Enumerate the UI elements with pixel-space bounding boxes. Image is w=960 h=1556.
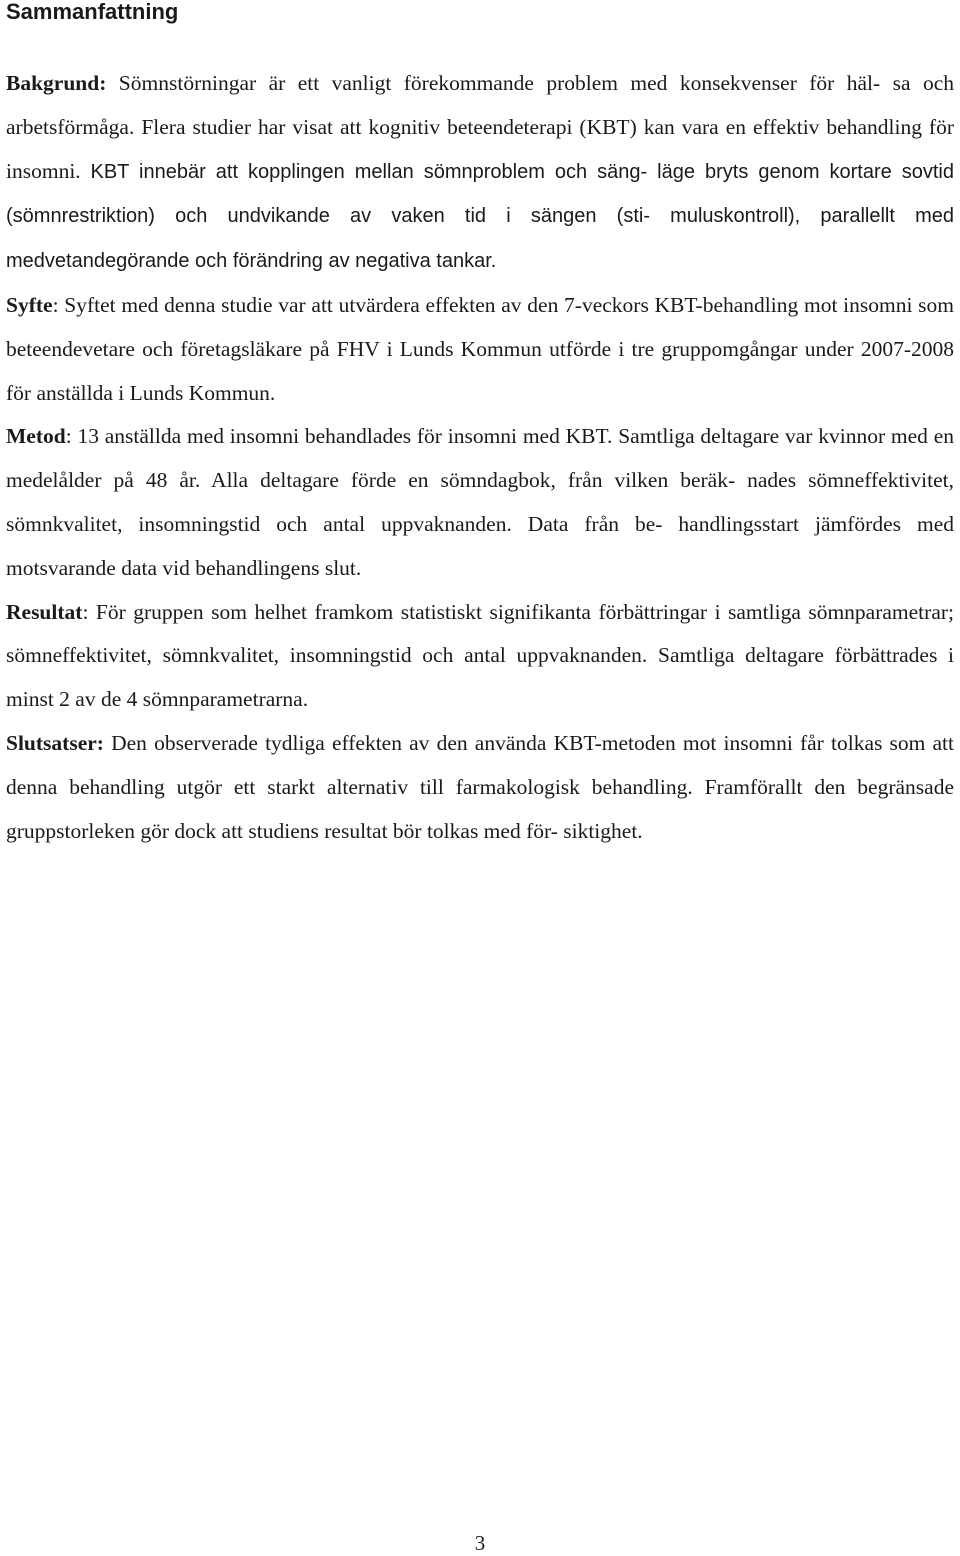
paragraph-resultat bbox=[6, 591, 954, 722]
label-metod: Metod bbox=[6, 424, 66, 449]
text-bakgrund-kbt: KBT innebär att kopplingen mellan sömnproblem och säng- läge bryts genom kortare sovtid (sömnrestriktion) och undvikande av vaken tid i sängen (sti- muluskontroll), parallellt med medvetandegörande och förändring av negativa tankar. bbox=[6, 160, 954, 273]
label-syfte: Syfte bbox=[6, 292, 53, 317]
paragraph-metod bbox=[6, 415, 954, 590]
section-heading: Sammanfattning bbox=[6, 0, 179, 24]
document-page bbox=[6, 0, 954, 853]
text-bakgrund: Sömnstörningar är ett vanligt förekommande problem med konsekvenser för häl- sa och arbetsförmåga. Flera studier har visat att kognitiv beteendeterapi (KBT) kan vara en effektiv behandling för insomni. bbox=[6, 71, 954, 183]
paragraph-slutsatser bbox=[6, 722, 954, 853]
text-resultat: : För gruppen som helhet framkom statistiskt signifikanta förbättringar i samtliga sömnparametrar; sömneffektivitet, sömnkvalitet, insomningstid och antal uppvaknanden. Samtliga deltagare förbättrades i minst 2 av de 4 sömnparametrarna. bbox=[6, 599, 954, 712]
label-bakgrund: Bakgrund: bbox=[6, 71, 107, 95]
label-resultat: Resultat bbox=[6, 599, 83, 624]
text-syfte: : Syftet med denna studie var att utvärdera effekten av den 7-veckors KBT-behandling mot insomni som beteendevetare och företagsläkare på FHV i Lunds Kommun utförde i tre gruppomgångar under 2007-2008 för anställda i Lunds Kommun. bbox=[6, 292, 954, 405]
summary-body bbox=[6, 62, 954, 853]
text-slutsatser: Den observerade tydliga effekten av den använda KBT-metoden mot insomni får tolkas som att denna behandling utgör ett starkt alternativ till farmakologisk behandling. Framförallt den begränsade gruppstorleken gör dock att studiens resultat bör tolkas med för- siktighet. bbox=[6, 730, 954, 843]
text-metod: : 13 anställda med insomni behandlades för insomni med KBT. Samtliga deltagare var kvinnor med en medelålder på 48 år. Alla deltagare förde en sömndagbok, från vilken beräk- nades sömneffektivitet, sömnkvalitet, insomningstid och antal uppvaknanden. Data från be- handlingsstart jämfördes med motsvarande data vid behandlingens slut. bbox=[6, 424, 954, 580]
page-number: 3 bbox=[474, 1531, 486, 1555]
label-slutsatser: Slutsatser: bbox=[6, 730, 104, 755]
paragraph-syfte bbox=[6, 284, 954, 415]
paragraph-bakgrund bbox=[6, 62, 954, 284]
